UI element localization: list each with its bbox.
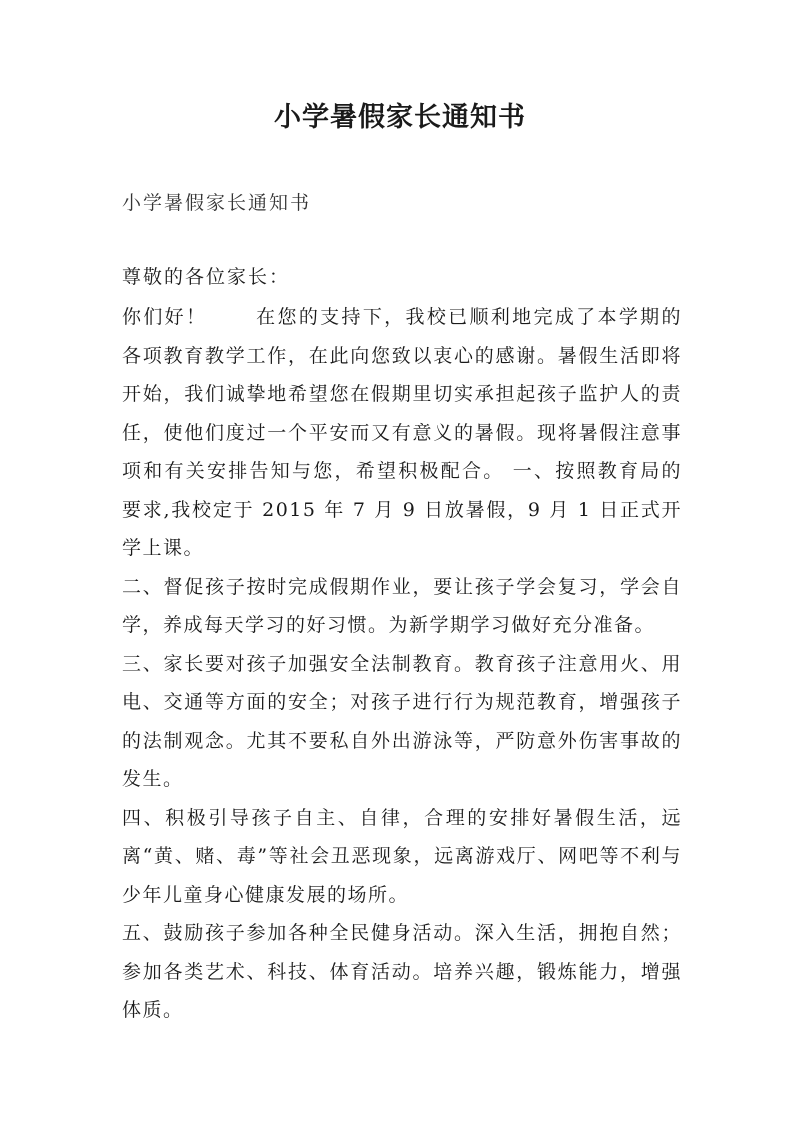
document-body — [122, 298, 682, 1030]
paragraph-item-3: 三、家长要对孩子加强安全法制教育。教育孩子注意用火、用电、交通等方面的安全；对孩子进行行为规范教育，增强孩子的法制观念。尤其不要私自外出游泳等，严防意外伤害事故的发生。 — [122, 652, 682, 790]
paragraph-intro — [122, 298, 682, 568]
greeting: 你们好！ — [122, 306, 208, 328]
paragraph-item-2: 二、督促孩子按时完成假期作业，要让孩子学会复习，学会自学，养成每天学习的好习惯。为新学期学习做好充分准备。 — [122, 575, 682, 636]
paragraph-item-5: 五、鼓励孩子参加各种全民健身活动。深入生活，拥抱自然；参加各类艺术、科技、体育活动。培养兴趣，锻炼能力，增强体质。 — [122, 922, 682, 1021]
document-subtitle: 小学暑假家长通知书 — [122, 192, 312, 214]
paragraph-item-4: 四、积极引导孩子自主、自律，合理的安排好暑假生活，远离“黄、赌、毒”等社会丑恶现象，远离游戏厅、网吧等不利与少年儿童身心健康发展的场所。 — [122, 806, 682, 906]
salutation: 尊敬的各位家长： — [122, 266, 291, 288]
paragraph-intro-text: 在您的支持下，我校已顺利地完成了本学期的各项教育教学工作，在此向您致以衷心的感谢。暑假生活即将开始，我们诚挚地希望您在假期里切实承担起孩子监护人的责任，使他们度过一个平安而又有意义的暑假。现将暑假注意事项和有关安排告知与您，希望积极配合。 一、按照教育局的要求,我校定于 2015 年 7 月 9 日放暑假，9 月 1 日正式开学上课。 — [122, 306, 682, 559]
document-title: 小学暑假家长通知书 — [274, 102, 526, 133]
